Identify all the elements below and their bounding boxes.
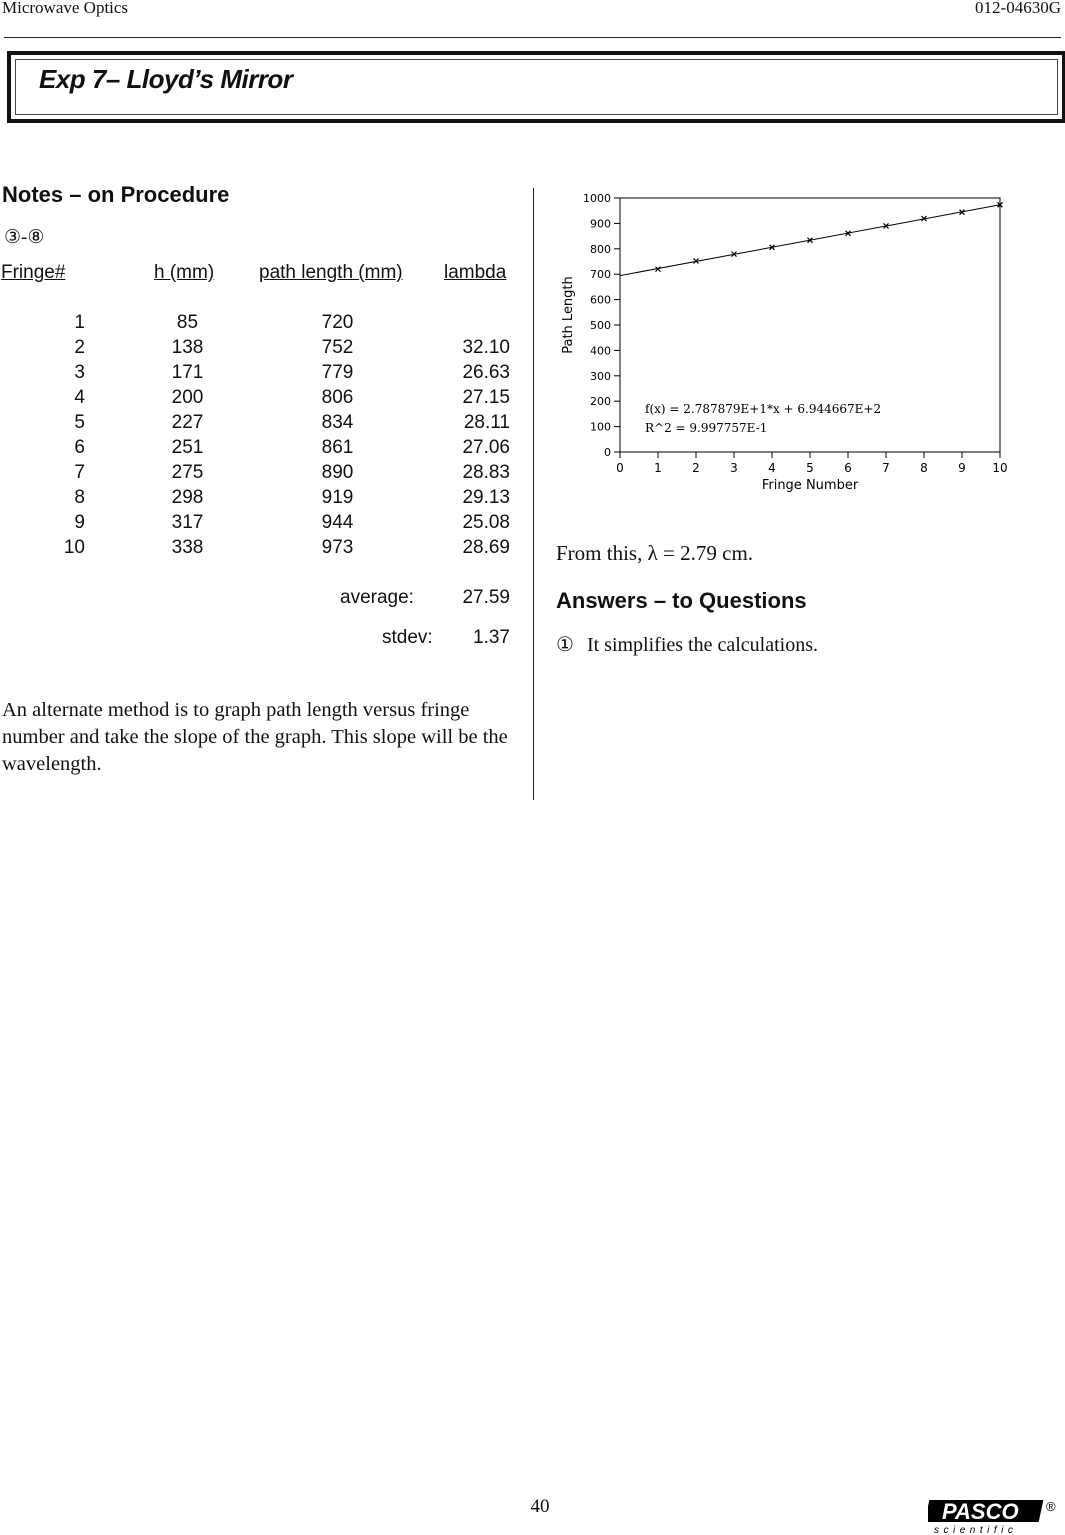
x-tick-label: 7 [882, 461, 890, 475]
cell-fringe: 10 [63, 537, 85, 558]
y-tick-label: 200 [590, 395, 611, 409]
x-tick-label: 2 [692, 461, 700, 475]
cell-path-length: 720 [321, 312, 354, 333]
cell-lambda: 27.15 [462, 387, 510, 408]
cell-path-length: 944 [321, 512, 354, 533]
cell-path-length: 890 [321, 462, 354, 483]
x-tick-label: 0 [616, 461, 624, 475]
cell-lambda: 28.69 [462, 537, 510, 558]
cell-fringe: 1 [74, 312, 85, 333]
average-value: 27.59 [462, 587, 510, 608]
column-divider [533, 188, 534, 800]
col-header-path-length: path length (mm) [259, 262, 403, 283]
y-tick-label: 400 [590, 344, 611, 358]
page-number: 40 [530, 1496, 550, 1517]
x-tick-label: 10 [992, 461, 1008, 475]
pasco-logo [928, 1497, 1060, 1535]
result-text: From this, λ = 2.79 cm. [556, 541, 754, 565]
stdev-value: 1.37 [473, 627, 510, 648]
procedure-steps: ③-⑧ [4, 227, 45, 248]
x-tick-label: 3 [730, 461, 738, 475]
cell-fringe: 9 [74, 512, 85, 533]
cell-path-length: 752 [321, 337, 354, 358]
cell-h: 171 [171, 362, 204, 383]
col-header-fringe: Fringe# [1, 262, 66, 283]
y-tick-label: 800 [590, 242, 611, 256]
header-right: 012-04630G [975, 0, 1061, 17]
x-axis-label: Fringe Number [761, 478, 859, 493]
r-squared: R^2 = 9.997757E-1 [645, 421, 768, 435]
cell-lambda: 29.13 [462, 487, 510, 508]
page-title: Exp 7– Lloyd’s Mirror [39, 64, 293, 94]
cell-path-length: 779 [321, 362, 354, 383]
cell-lambda: 32.10 [462, 337, 510, 358]
average-label: average: [340, 587, 414, 608]
answers-heading: Answers – to Questions [556, 588, 807, 613]
cell-fringe: 5 [74, 412, 85, 433]
cell-h: 275 [171, 462, 204, 483]
path-length-chart [555, 186, 1015, 498]
col-header-h: h (mm) [154, 262, 215, 283]
x-tick-label: 5 [806, 461, 814, 475]
cell-fringe: 3 [74, 362, 85, 383]
answer-marker: ① [556, 634, 574, 656]
header-rule [4, 37, 1061, 38]
y-tick-label: 900 [590, 217, 611, 231]
title-box [7, 51, 1065, 123]
logo-subtext: scientific [934, 1525, 1018, 1535]
cell-fringe: 7 [74, 462, 85, 483]
cell-path-length: 806 [321, 387, 354, 408]
cell-path-length: 834 [321, 412, 354, 433]
x-tick-label: 6 [844, 461, 852, 475]
x-tick-label: 1 [654, 461, 662, 475]
cell-h: 317 [171, 512, 204, 533]
y-tick-label: 0 [604, 446, 611, 459]
x-tick-label: 8 [920, 461, 928, 475]
cell-path-length: 861 [321, 437, 354, 458]
header-left: Microwave Optics [2, 0, 129, 17]
cell-path-length: 973 [321, 537, 354, 558]
x-tick-label: 9 [958, 461, 966, 475]
y-tick-label: 100 [590, 420, 611, 434]
cell-lambda: 28.83 [462, 462, 510, 483]
y-tick-label: 300 [590, 369, 611, 383]
notes-heading: Notes – on Procedure [2, 182, 230, 207]
cell-h: 138 [171, 337, 204, 358]
cell-h: 227 [171, 412, 204, 433]
answer-item [556, 632, 818, 657]
cell-fringe: 8 [74, 487, 85, 508]
y-tick-label: 500 [590, 319, 611, 332]
cell-h: 298 [171, 487, 204, 508]
cell-lambda: 26.63 [462, 362, 510, 383]
cell-h: 251 [171, 437, 204, 458]
col-header-lambda: lambda [444, 262, 507, 283]
logo-text: PASCO [942, 1499, 1019, 1524]
cell-h: 200 [171, 387, 204, 408]
registered-mark: ® [1046, 1499, 1056, 1514]
cell-lambda: 25.08 [462, 512, 510, 533]
y-tick-label: 1000 [583, 192, 611, 205]
cell-path-length: 919 [321, 487, 354, 508]
y-tick-label: 600 [590, 293, 611, 307]
y-tick-label: 700 [590, 268, 611, 282]
fit-equation: f(x) = 2.787879E+1*x + 6.944667E+2 [645, 402, 882, 416]
stdev-label: stdev: [382, 627, 433, 648]
cell-fringe: 2 [74, 337, 85, 358]
alternate-method-paragraph: An alternate method is to graph path length versus fringe number and take the slope of the graph. This slope will be the wavelength. [2, 699, 508, 775]
y-axis-label: Path Length [561, 276, 576, 354]
cell-fringe: 6 [74, 437, 85, 458]
x-tick-label: 4 [768, 461, 776, 475]
cell-lambda: 27.06 [462, 437, 510, 458]
cell-lambda: 28.11 [463, 412, 510, 433]
cell-h: 85 [176, 312, 199, 333]
answer-text: It simplifies the calculations. [586, 634, 818, 656]
cell-h: 338 [171, 537, 204, 558]
cell-fringe: 4 [74, 387, 85, 408]
